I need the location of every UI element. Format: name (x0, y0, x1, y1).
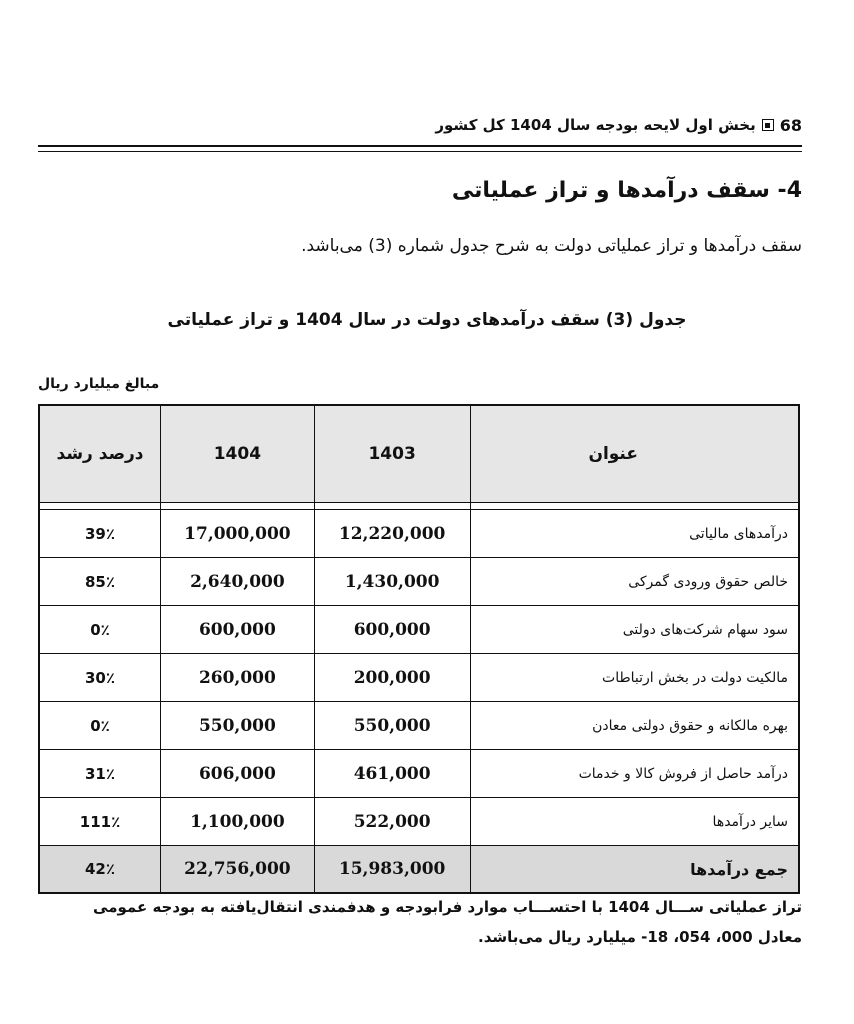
row-title: بهره مالکانه و حقوق دولتی معادن (470, 702, 799, 750)
table-spacer (39, 503, 799, 510)
header-1403: 1403 (314, 405, 470, 503)
row-1404: 550,000 (161, 702, 315, 750)
section-intro: سقف درآمدها و تراز عملیاتی دولت به شرح جدول شماره (3) می‌باشد. (301, 236, 802, 256)
row-1404: 17,000,000 (161, 510, 315, 558)
table-total-row (39, 846, 799, 894)
total-title: جمع درآمدها (470, 846, 799, 894)
revenue-table (38, 404, 800, 894)
row-1403: 600,000 (314, 606, 470, 654)
row-growth: 85٪ (39, 558, 161, 606)
table-row (39, 510, 799, 558)
running-header (38, 108, 802, 142)
row-title: سایر درآمدها (470, 798, 799, 846)
row-1403: 550,000 (314, 702, 470, 750)
row-1403: 12,220,000 (314, 510, 470, 558)
operating-balance-note (38, 892, 802, 952)
table-caption: جدول (3) سقف درآمدهای دولت در سال 1404 و تراز عملیاتی (167, 310, 687, 330)
row-title: سود سهام شرکت‌های دولتی (470, 606, 799, 654)
note-line-2: معادل 000، 054، 18- میلیارد ریال می‌باشد. (478, 928, 802, 946)
row-growth: 39٪ (39, 510, 161, 558)
header-1404: 1404 (161, 405, 315, 503)
total-1403: 15,983,000 (314, 846, 470, 894)
row-title: مالکیت دولت در بخش ارتباطات (470, 654, 799, 702)
total-1404: 22,756,000 (161, 846, 315, 894)
total-growth: 42٪ (39, 846, 161, 894)
running-title: بخش اول لایحه بودجه سال 1404 کل کشور (435, 116, 756, 134)
row-growth: 30٪ (39, 654, 161, 702)
table-header-row (39, 405, 799, 503)
row-title: خالص حقوق ورودی گمرکی (470, 558, 799, 606)
section-title: 4- سقف درآمدها و تراز عملیاتی (451, 178, 802, 203)
row-1404: 600,000 (161, 606, 315, 654)
table-row (39, 798, 799, 846)
table-row (39, 654, 799, 702)
note-line-1: تراز عملیاتی ســـال 1404 با احتســـاب موارد فرابودجه و هدفمندی انتقال‌یافته به بودجه عمومی (93, 898, 802, 916)
header-rule-thin (38, 151, 802, 152)
table-row (39, 606, 799, 654)
header-growth: درصد رشد (39, 405, 161, 503)
row-1403: 522,000 (314, 798, 470, 846)
table-row (39, 558, 799, 606)
square-bullet-icon (762, 119, 774, 131)
page-number: 68 (779, 115, 802, 135)
table-unit: مبالغ میلیارد ریال (38, 376, 160, 392)
header-title: عنوان (470, 405, 799, 503)
row-1404: 606,000 (161, 750, 315, 798)
row-1403: 461,000 (314, 750, 470, 798)
row-1403: 200,000 (314, 654, 470, 702)
row-1404: 1,100,000 (161, 798, 315, 846)
row-1404: 260,000 (161, 654, 315, 702)
header-rule-thick (38, 145, 802, 147)
row-growth: 0٪ (39, 606, 161, 654)
table-row (39, 702, 799, 750)
row-1403: 1,430,000 (314, 558, 470, 606)
row-growth: 31٪ (39, 750, 161, 798)
table-row (39, 750, 799, 798)
row-growth: 0٪ (39, 702, 161, 750)
row-growth: 111٪ (39, 798, 161, 846)
row-title: درآمدهای مالیاتی (470, 510, 799, 558)
row-title: درآمد حاصل از فروش کالا و خدمات (470, 750, 799, 798)
row-1404: 2,640,000 (161, 558, 315, 606)
